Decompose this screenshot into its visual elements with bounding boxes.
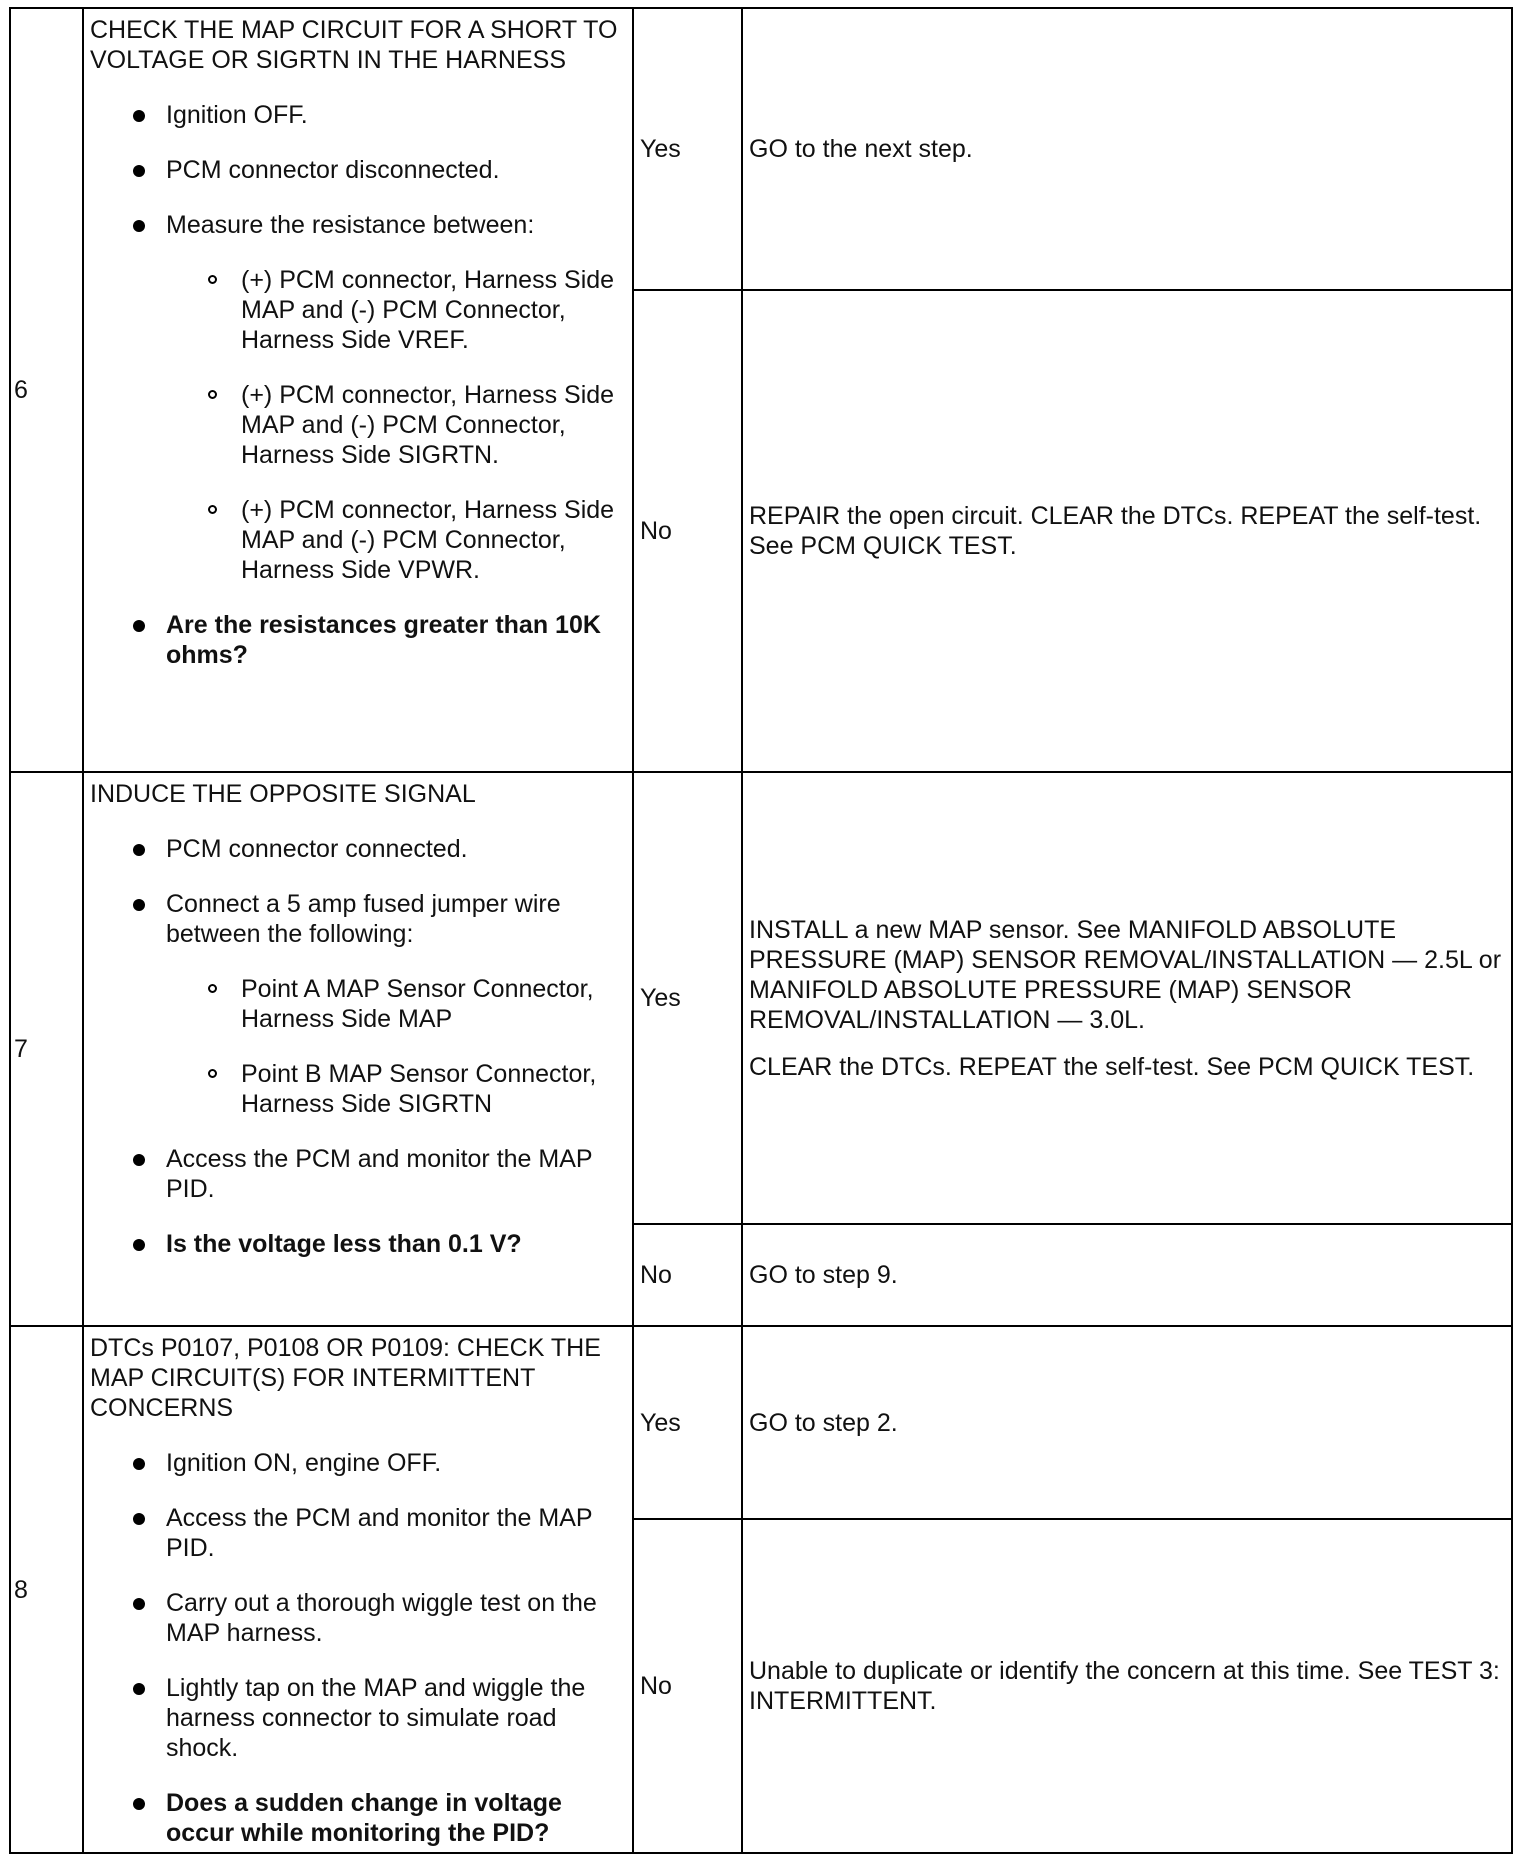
test-title: CHECK THE MAP CIRCUIT FOR A SHORT TO VOLTAGE OR SIGRTN IN THE HARNESS [90,16,618,74]
sub-list-item [166,265,626,355]
list-item [90,155,626,185]
bullet-icon [133,1513,145,1525]
step-number: 7 [10,772,83,1326]
sub-list-item-text: (+) PCM connector, Harness Side MAP and (-) PCM Connector, Harness Side VREF. [241,266,615,354]
list-item-text: Lightly tap on the MAP and wiggle the harness connector to simulate road shock. [166,1674,586,1762]
sub-list-item [166,1059,626,1119]
test-title: DTCs P0107, P0108 OR P0109: CHECK THE MAP CIRCUIT(S) FOR INTERMITTENT CONCERNS [90,1334,601,1422]
list-item-question [90,610,626,670]
list-item-text: Ignition OFF. [166,101,308,129]
bullet-icon [133,1154,145,1166]
table-row-step-7 [10,772,1512,1224]
circle-bullet-icon [208,275,217,284]
answer-yes: Yes [633,8,742,290]
bullet-icon [133,1598,145,1610]
answer-yes: Yes [633,1326,742,1519]
list-item [90,100,626,130]
list-item-text: Measure the resistance between: [166,211,535,239]
bullet-icon [133,1798,145,1810]
sub-list-item [166,974,626,1034]
list-item [90,1588,626,1648]
bullet-icon [133,110,145,122]
circle-bullet-icon [208,390,217,399]
list-item-text: PCM connector connected. [166,835,468,863]
list-item-text: Access the PCM and monitor the MAP PID. [166,1504,593,1562]
action-yes: GO to step 2. [742,1326,1512,1519]
bullet-icon [133,1458,145,1470]
sub-list-item-text: (+) PCM connector, Harness Side MAP and (-) PCM Connector, Harness Side VPWR. [241,496,615,584]
question-text: Does a sudden change in voltage occur while monitoring the PID? [166,1789,562,1847]
answer-no: No [633,1519,742,1853]
test-cell [83,1326,633,1853]
action-text: CLEAR the DTCs. REPEAT the self-test. See PCM QUICK TEST. [749,1052,1475,1081]
list-item [90,1503,626,1563]
step-number: 6 [10,8,83,772]
sub-list-item-text: Point A MAP Sensor Connector, Harness Side MAP [241,975,594,1033]
list-item [90,210,626,585]
sub-list [166,974,626,1119]
list-item-question [90,1229,626,1259]
list-item [90,1448,626,1478]
bullet-list [90,100,626,670]
bullet-list [90,1448,626,1848]
sub-list [166,265,626,585]
list-item-text: Ignition ON, engine OFF. [166,1449,442,1477]
question-text: Is the voltage less than 0.1 V? [166,1230,522,1258]
list-item-text: PCM connector disconnected. [166,156,500,184]
sub-list-item-text: Point B MAP Sensor Connector, Harness Side SIGRTN [241,1060,597,1118]
test-cell [83,8,633,772]
list-item [90,889,626,1119]
table-row-step-8 [10,1326,1512,1519]
list-item-text: Carry out a thorough wiggle test on the MAP harness. [166,1589,597,1647]
sub-list-item-text: (+) PCM connector, Harness Side MAP and (-) PCM Connector, Harness Side SIGRTN. [241,381,615,469]
list-item-text: Connect a 5 amp fused jumper wire between the following: [166,890,561,948]
bullet-icon [133,620,145,632]
bullet-icon [133,1683,145,1695]
list-item-question [90,1788,626,1848]
list-item [90,1673,626,1763]
question-text: Are the resistances greater than 10K ohms? [166,611,601,669]
bullet-icon [133,165,145,177]
list-item [90,1144,626,1204]
circle-bullet-icon [208,505,217,514]
bullet-icon [133,220,145,232]
action-no: REPAIR the open circuit. CLEAR the DTCs. REPEAT the self-test. See PCM QUICK TEST. [742,290,1512,772]
bullet-icon [133,844,145,856]
list-item [90,834,626,864]
action-text: INSTALL a new MAP sensor. See MANIFOLD ABSOLUTE PRESSURE (MAP) SENSOR REMOVAL/INSTALLATION — 2.5L or MANIFOLD ABSOLUTE PRESSURE (MAP) SENSOR REMOVAL/INSTALLATION — 3.0L. [749,915,1502,1034]
action-no: Unable to duplicate or identify the concern at this time. See TEST 3: INTERMITTENT. [742,1519,1512,1853]
test-title: INDUCE THE OPPOSITE SIGNAL [90,780,476,808]
list-item-text: Access the PCM and monitor the MAP PID. [166,1145,593,1203]
circle-bullet-icon [208,1069,217,1078]
answer-yes: Yes [633,772,742,1224]
circle-bullet-icon [208,984,217,993]
bullet-icon [133,1239,145,1251]
table-row-step-6 [10,8,1512,290]
bullet-list [90,834,626,1259]
bullet-icon [133,899,145,911]
diagnostic-table [9,7,1513,1854]
test-cell [83,772,633,1326]
answer-no: No [633,1224,742,1326]
sub-list-item [166,495,626,585]
action-yes: GO to the next step. [742,8,1512,290]
action-yes [742,772,1512,1224]
step-number: 8 [10,1326,83,1853]
answer-no: No [633,290,742,772]
action-no: GO to step 9. [742,1224,1512,1326]
sub-list-item [166,380,626,470]
